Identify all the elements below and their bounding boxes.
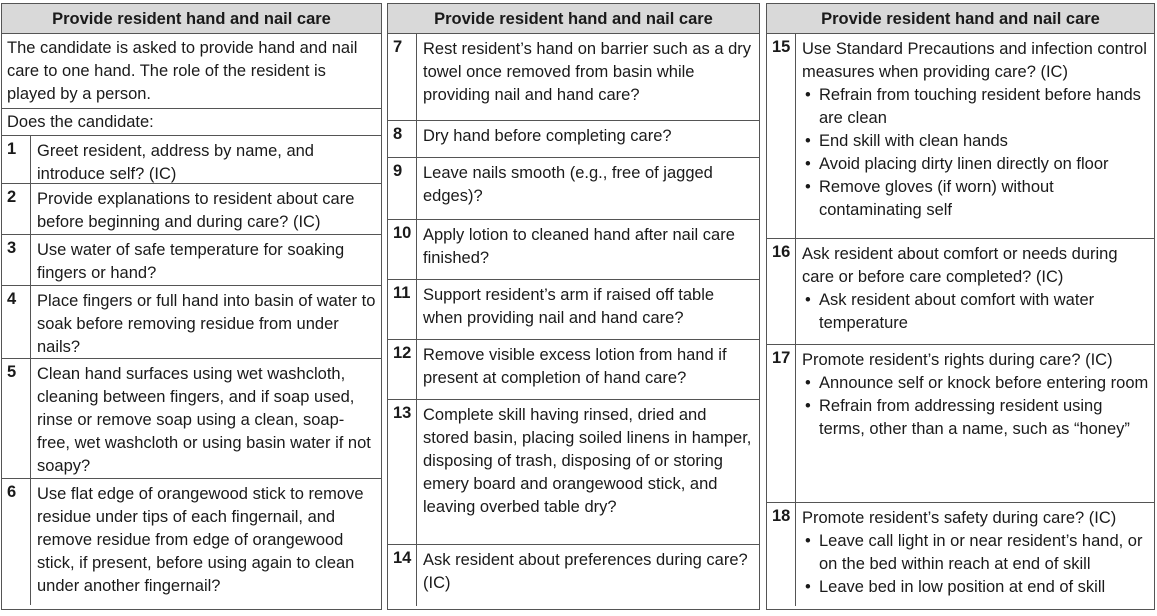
step-text: Complete skill having rinsed, dried and stored basin, placing soiled linens in hamper, disposing of trash, disposing of or storing emery board and orangewood stick, and leaving overbed table dry? [423,406,752,516]
step-number: 2 [2,184,31,234]
step-bullet: • Refrain from addressing resident using terms, other than a name, such as “honey” [802,395,1150,441]
step-row [767,34,1154,239]
column-1 [1,3,382,610]
step-number: 6 [2,479,31,605]
step-bullet-list [802,530,1150,599]
step-number: 18 [767,503,796,606]
step-row [2,235,381,286]
step-text: Apply lotion to cleaned hand after nail care finished? [423,226,735,267]
step-row [767,503,1154,606]
step-text: Support resident’s arm if raised off table when providing nail and hand care? [423,286,715,327]
step-row [388,400,759,545]
step-text: Use water of safe temperature for soaking fingers or hand? [37,241,345,282]
step-row [388,545,759,606]
step-bullet: • Announce self or knock before entering room [802,372,1150,395]
step-bullet: • Leave call light in or near resident’s hand, or on the bed within reach at end of skill [802,530,1150,576]
column-header: Provide resident hand and nail care [388,4,759,34]
step-row [388,158,759,220]
step-row [767,239,1154,345]
step-number: 14 [388,545,417,606]
step-number: 3 [2,235,31,285]
step-text: Greet resident, address by name, and introduce self? (IC) [37,142,314,183]
column-header: Provide resident hand and nail care [767,4,1154,34]
step-bullet: • End skill with clean hands [802,130,1150,153]
step-text: Promote resident’s safety during care? (IC) [802,509,1117,527]
step-bullet: • Refrain from touching resident before hands are clean [802,84,1150,130]
step-text: Use flat edge of orangewood stick to remove residue under tips of each fingernail, and remove residue from edge of orangewood stick, if present, before using again to clean under another fingernail? [37,485,364,595]
step-number: 12 [388,340,417,399]
step-number: 4 [2,286,31,358]
step-number: 10 [388,220,417,279]
step-number: 17 [767,345,796,502]
step-row [767,345,1154,503]
step-bullet: • Ask resident about comfort with water temperature [802,289,1150,335]
step-number: 15 [767,34,796,238]
intro-text: The candidate is asked to provide hand and nail care to one hand. The role of the resident is played by a person. [2,34,381,109]
step-bullet: • Leave bed in low position at end of skill [802,576,1150,599]
step-row [388,340,759,400]
step-text: Dry hand before completing care? [423,127,672,145]
step-number: 1 [2,136,31,183]
step-text: Ask resident about comfort or needs during care or before care completed? (IC) [802,245,1118,286]
step-text: Use Standard Precautions and infection control measures when providing care? (IC) [802,40,1147,81]
step-bullet-list [802,372,1150,441]
step-text-block [796,345,1154,502]
step-row [2,286,381,359]
step-number: 8 [388,121,417,157]
step-bullet: • Avoid placing dirty linen directly on floor [802,153,1150,176]
column-2 [387,3,760,610]
step-row [2,359,381,479]
step-row [388,121,759,158]
step-text: Promote resident’s rights during care? (IC) [802,351,1113,369]
step-text: Ask resident about preferences during care? (IC) [423,551,748,592]
column-header: Provide resident hand and nail care [2,4,381,34]
step-text: Rest resident’s hand on barrier such as a dry towel once removed from basin while providing nail and hand care? [423,40,752,104]
step-row [2,136,381,184]
step-row [388,220,759,280]
step-bullet-list [802,84,1150,222]
step-text-block [796,34,1154,238]
step-row [2,479,381,605]
step-row [388,34,759,121]
step-number: 9 [388,158,417,219]
step-text-block [796,503,1154,606]
step-bullet: • Remove gloves (if worn) without contaminating self [802,176,1150,222]
column-3 [766,3,1155,610]
step-text: Leave nails smooth (e.g., free of jagged edges)? [423,164,713,205]
step-row [2,184,381,235]
step-row [388,280,759,340]
step-text: Clean hand surfaces using wet washcloth, cleaning between fingers, and if soap used, rinse or remove soap using a clean, soap-free, wet washcloth or using basin water if not soapy? [37,365,371,475]
step-bullet-list [802,289,1150,335]
step-text-block [796,239,1154,344]
step-number: 16 [767,239,796,344]
step-number: 13 [388,400,417,544]
step-number: 7 [388,34,417,120]
step-text: Remove visible excess lotion from hand if present at completion of hand care? [423,346,727,387]
intro-question: Does the candidate: [2,109,381,136]
step-text: Place fingers or full hand into basin of water to soak before removing residue from under nails? [37,292,376,356]
step-number: 11 [388,280,417,339]
step-text: Provide explanations to resident about care before beginning and during care? (IC) [37,190,355,231]
step-number: 5 [2,359,31,478]
